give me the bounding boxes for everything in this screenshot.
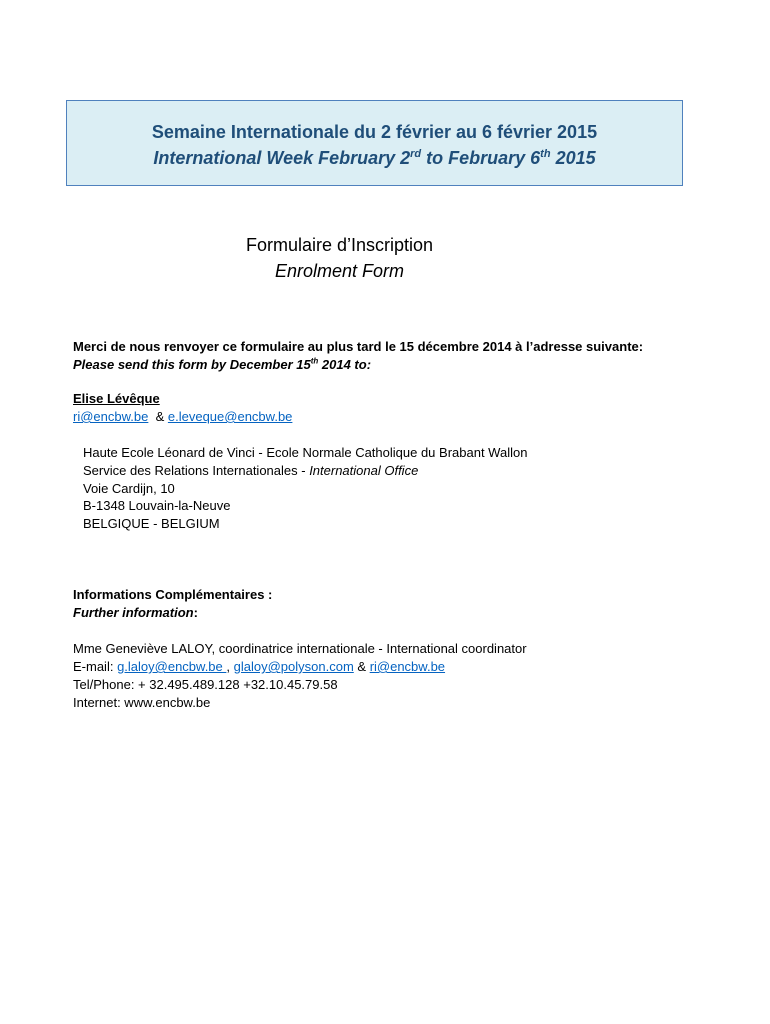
contact-email-separator: &: [155, 409, 165, 424]
contact-name: Elise Lévêque: [73, 391, 160, 406]
contact-email-link-ri[interactable]: ri@encbw.be: [73, 409, 149, 424]
instructions-en-part2: 2014 to:: [318, 357, 372, 372]
instructions-en-part1: Please send this form by December 15: [73, 357, 311, 372]
coordinator-line: Mme Geneviève LALOY, coordinatrice internationale - International coordinator: [73, 641, 527, 656]
form-title-fr: Formulaire d’Inscription: [246, 235, 434, 255]
form-title-en: Enrolment Form: [275, 261, 405, 281]
ordinal-suffix-th: th: [540, 148, 551, 160]
email-link-ri[interactable]: ri@encbw.be: [369, 659, 446, 674]
further-info-heading-en-label: Further information: [73, 605, 194, 620]
email-label: E-mail:: [73, 659, 118, 674]
further-info-heading-en: [73, 604, 198, 622]
event-title-en-part2: to February 6: [421, 148, 541, 168]
instructions-fr: Merci de nous renvoyer ce formulaire au plus tard le 15 décembre 2014 à l’adresse suivante:: [73, 339, 644, 354]
coordinator-emails: [73, 658, 445, 676]
address-office-label: International Office: [309, 463, 419, 478]
further-info-heading-colon: :: [193, 605, 198, 620]
instructions-en: [73, 356, 371, 374]
event-title-en-part1: International Week February 2: [153, 148, 411, 168]
email-link-glaloy-encbw[interactable]: g.laloy@encbw.be: [117, 659, 227, 674]
event-title-en: [67, 145, 682, 171]
email-separator-comma: ,: [226, 659, 234, 674]
event-title-en-part3: 2015: [550, 148, 596, 168]
address-street: Voie Cardijn, 10: [83, 481, 175, 496]
contact-email-link-leveque[interactable]: e.leveque@encbw.be: [167, 409, 293, 424]
instructions-ordinal-suffix: th: [310, 356, 319, 366]
internet-line: Internet: www.encbw.be: [73, 695, 211, 710]
contact-emails: [73, 408, 292, 426]
address-service-label: Service des Relations Internationales -: [83, 463, 310, 478]
address-service: [83, 462, 418, 480]
address-country: BELGIQUE - BELGIUM: [83, 516, 220, 531]
email-link-glaloy-polyson[interactable]: glaloy@polyson.com: [233, 659, 354, 674]
event-title-fr: Semaine Internationale du 2 février au 6 février 2015: [151, 122, 598, 142]
phone-line: Tel/Phone: + 32.495.489.128 +32.10.45.79.58: [73, 677, 338, 692]
address-city: B-1348 Louvain-la-Neuve: [83, 498, 231, 513]
ordinal-suffix-rd: rd: [410, 148, 422, 160]
event-title-box: [66, 100, 683, 186]
further-info-heading-fr: Informations Complémentaires :: [73, 587, 273, 602]
address-institution: Haute Ecole Léonard de Vinci - Ecole Normale Catholique du Brabant Wallon: [83, 445, 528, 460]
email-separator-amp: &: [353, 659, 370, 674]
